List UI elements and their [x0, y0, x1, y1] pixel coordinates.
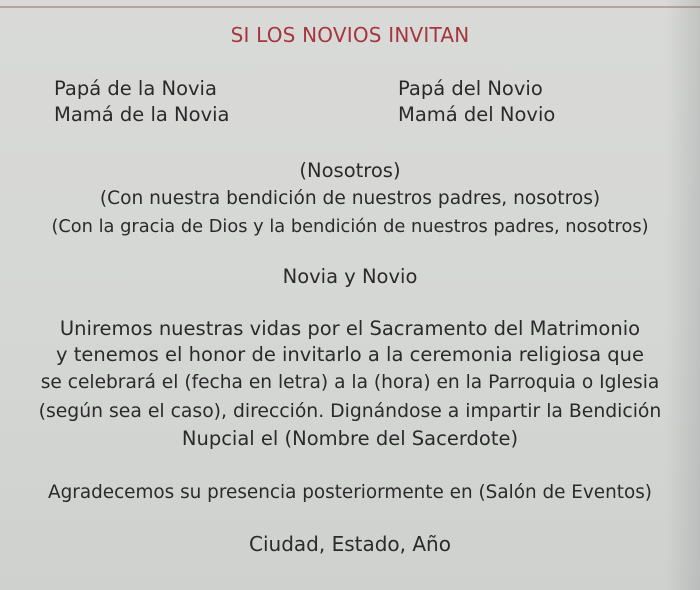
reception-line: Agradecemos su presencia posteriormente en (Salón de Eventos): [48, 482, 652, 503]
groom-parents: [398, 76, 608, 128]
bride-mother: Mamá de la Novia: [54, 103, 230, 126]
groom-mother: Mamá del Novio: [398, 103, 556, 126]
option-line-1: (Nosotros): [299, 159, 401, 182]
bride-parents: [54, 76, 264, 128]
bride-father: Papá de la Novia: [54, 77, 217, 100]
groom-father: Papá del Novio: [398, 77, 543, 100]
option-line-3: (Con la gracia de Dios y la bendición de nuestros padres, nosotros): [51, 216, 649, 237]
body-line-2: y tenemos el honor de invitarlo a la ceremonia religiosa que: [56, 343, 644, 366]
location-line: Ciudad, Estado, Año: [249, 532, 451, 556]
option-line-2: (Con nuestra bendición de nuestros padres, nosotros): [99, 188, 601, 209]
body-line-4: (según sea el caso), dirección. Dignándose a impartir la Bendición: [38, 401, 662, 422]
couple-names: Novia y Novio: [282, 265, 418, 288]
body-line-1: Uniremos nuestras vidas por el Sacramento del Matrimonio: [59, 317, 641, 340]
invitation-title: SI LOS NOVIOS INVITAN: [230, 23, 470, 47]
top-rule: [0, 6, 700, 8]
body-line-5: Nupcial el (Nombre del Sacerdote): [181, 427, 519, 450]
body-line-3: se celebrará el (fecha en letra) a la (hora) en la Parroquia o Iglesia: [40, 372, 660, 393]
